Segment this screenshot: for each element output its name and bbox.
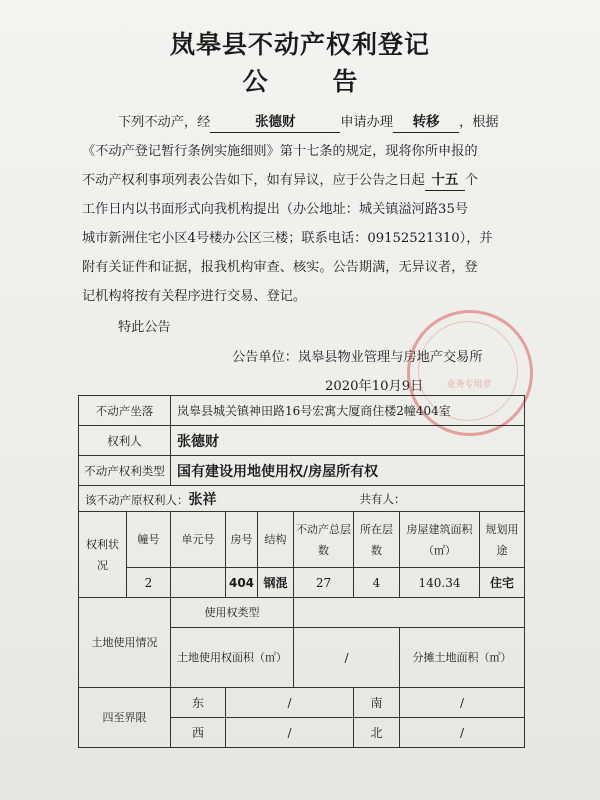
- west-label: 西: [171, 718, 226, 748]
- value-area: 140.34: [400, 568, 480, 598]
- notice-line-7: 记机构将按有关程序进行交易、登记。: [82, 289, 307, 304]
- issuer-name: 岚皋县物业管理与房地产交易所: [297, 350, 483, 365]
- notice-text: 申请办理: [340, 115, 394, 130]
- header-area: 房屋建筑面积（㎡）: [400, 512, 480, 568]
- value-floor: 4: [354, 568, 400, 598]
- co-owner: [354, 486, 525, 512]
- south-label: 南: [354, 688, 400, 718]
- east-label: 东: [171, 688, 226, 718]
- value-unit: [171, 568, 226, 598]
- holder-label: 权利人: [79, 426, 171, 456]
- south-value: /: [400, 688, 525, 718]
- notice-date: 2020年10月9日: [325, 379, 424, 394]
- value-room: 404: [226, 568, 258, 598]
- right-type-label: 不动产权利类型: [79, 456, 171, 486]
- right-type-value: 国有建设用地使用权/房屋所有权: [171, 456, 525, 486]
- header-unit: 单元号: [171, 512, 226, 568]
- boundary-label: 四至界限: [79, 688, 171, 748]
- use-type-value: [294, 598, 525, 628]
- notice-text: 不动产权利事项列表公告如下，如有异议，应于公告之日起: [82, 173, 425, 188]
- value-building: 2: [127, 568, 171, 598]
- header-room: 房号: [226, 512, 258, 568]
- objection-days: 十五: [425, 170, 465, 191]
- notice-text: ，根据: [459, 115, 499, 130]
- north-value: /: [400, 718, 525, 748]
- notice-line-1: [82, 108, 522, 137]
- co-owner-label: 共有人：: [359, 491, 406, 506]
- business-type: 转移: [393, 112, 459, 133]
- land-usage-label: 土地使用情况: [79, 598, 171, 688]
- special-notice: 特此公告: [118, 320, 171, 335]
- use-type-label: 使用权类型: [171, 598, 294, 628]
- west-value: /: [226, 718, 354, 748]
- status-label: 权利状况: [79, 512, 127, 598]
- notice-text: 下列不动产，经: [118, 115, 211, 130]
- header-building: 幢号: [127, 512, 171, 568]
- document-subtitle: 公 告: [242, 67, 386, 96]
- notice-line-6: 附有关证件和证据，报我机构审查、核实。公告期满，无异议者，登: [82, 260, 478, 275]
- notice-line-2: 《不动产登记暂行条例实施细则》第十七条的规定，现将你所申报的: [82, 144, 478, 159]
- header-floor: 所在层数: [354, 512, 400, 568]
- value-usage: 住宅: [480, 568, 525, 598]
- header-total-floors: 不动产总层数: [294, 512, 354, 568]
- original-holder-label: 该不动产原权利人：: [85, 492, 189, 507]
- value-structure: 钢混: [258, 568, 294, 598]
- east-value: /: [226, 688, 354, 718]
- header-structure: 结构: [258, 512, 294, 568]
- header-usage: 规划用途: [480, 512, 525, 568]
- notice-paragraph: [82, 108, 522, 311]
- notice-line-4: 工作日内以书面形式向我机构提出（办公地址：城关镇溢河路35号: [82, 202, 469, 217]
- north-label: 北: [354, 718, 400, 748]
- seal-text: 业务专用章: [446, 380, 492, 390]
- value-total-floors: 27: [294, 568, 354, 598]
- land-area-value: /: [294, 628, 400, 688]
- shared-area-label: 分摊土地面积（㎡）: [400, 628, 525, 688]
- issuer-label: 公告单位：: [232, 350, 298, 365]
- document-title: 岚皋县不动产权利登记: [169, 30, 430, 59]
- location-value: 岚皋县城关镇神田路16号宏寓大厦商住楼2幢404室: [171, 396, 525, 426]
- property-table: [78, 395, 525, 748]
- land-area-label: 土地使用权面积（㎡）: [171, 628, 294, 688]
- original-holder-value: 张祥: [188, 491, 217, 508]
- notice-line-5: 城市新洲住宅小区4号楼办公区三楼；联系电话：09152521310），并: [82, 231, 493, 246]
- applicant-name: 张德财: [210, 112, 340, 133]
- location-label: 不动产坐落: [79, 396, 171, 426]
- original-holder: [79, 486, 354, 512]
- notice-text: 个: [464, 173, 479, 188]
- holder-value: 张德财: [171, 426, 525, 456]
- notice-line-3: [82, 166, 522, 195]
